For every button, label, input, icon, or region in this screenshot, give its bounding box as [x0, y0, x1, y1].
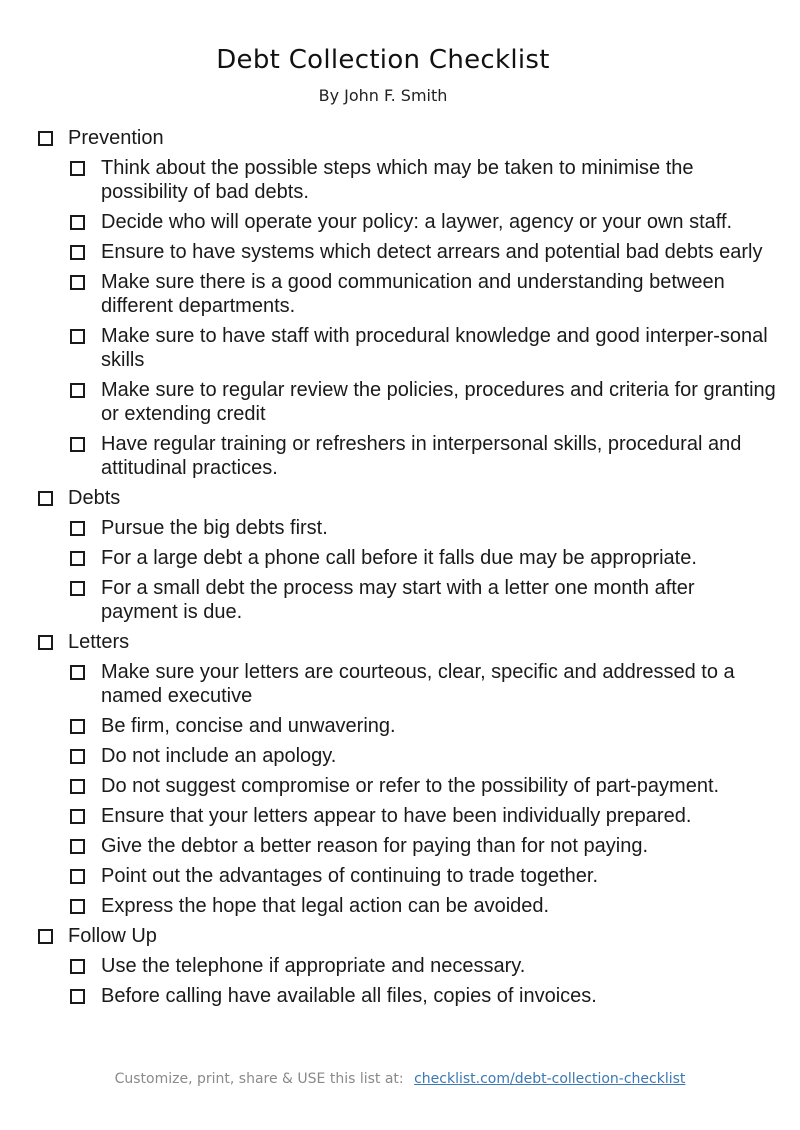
section-prevention	[0, 126, 800, 150]
footer-text: Customize, print, share & USE this list at:	[114, 1071, 404, 1087]
checklist-item	[0, 714, 800, 738]
checklist-item	[0, 984, 800, 1008]
checklist-item	[0, 378, 800, 426]
item-label: Use the telephone if appropriate and necessary.	[101, 955, 526, 977]
item-label: Be firm, concise and unwavering.	[101, 715, 396, 737]
checklist	[0, 126, 800, 1014]
section-checkbox[interactable]	[38, 491, 53, 506]
checklist-item	[0, 546, 800, 570]
item-checkbox[interactable]	[70, 383, 85, 398]
item-checkbox[interactable]	[70, 749, 85, 764]
item-checkbox[interactable]	[70, 329, 85, 344]
item-label: Have regular training or refreshers in interpersonal skills, procedural and attitudinal practices.	[101, 433, 742, 479]
checklist-item	[0, 240, 800, 264]
item-label: Before calling have available all files, copies of invoices.	[101, 985, 597, 1007]
item-checkbox[interactable]	[70, 989, 85, 1004]
item-checkbox[interactable]	[70, 779, 85, 794]
item-checkbox[interactable]	[70, 245, 85, 260]
item-checkbox[interactable]	[70, 215, 85, 230]
section-follow-up	[0, 924, 800, 948]
checklist-item	[0, 516, 800, 540]
item-checkbox[interactable]	[70, 665, 85, 680]
item-checkbox[interactable]	[70, 869, 85, 884]
checklist-item	[0, 774, 800, 798]
item-checkbox[interactable]	[70, 581, 85, 596]
item-checkbox[interactable]	[70, 959, 85, 974]
item-checkbox[interactable]	[70, 521, 85, 536]
section-checkbox[interactable]	[38, 131, 53, 146]
section-checkbox[interactable]	[38, 635, 53, 650]
item-checkbox[interactable]	[70, 839, 85, 854]
item-label: For a large debt a phone call before it falls due may be appropriate.	[101, 547, 697, 569]
item-label: Make sure there is a good communication and understanding between different departments.	[101, 271, 725, 317]
item-checkbox[interactable]	[70, 809, 85, 824]
section-label: Letters	[68, 631, 130, 653]
item-checkbox[interactable]	[70, 719, 85, 734]
item-checkbox[interactable]	[70, 275, 85, 290]
section-label: Follow Up	[68, 925, 157, 947]
section-letters	[0, 630, 800, 654]
checklist-item	[0, 324, 800, 372]
item-label: Make sure your letters are courteous, clear, specific and addressed to a named executive	[101, 661, 735, 707]
checklist-item	[0, 834, 800, 858]
checklist-item	[0, 432, 800, 480]
item-checkbox[interactable]	[70, 161, 85, 176]
page-title: Debt Collection Checklist	[216, 45, 550, 75]
item-label: Think about the possible steps which may be taken to minimise the possibility of bad debts.	[101, 157, 694, 203]
item-label: Express the hope that legal action can be avoided.	[101, 895, 550, 917]
item-label: Ensure that your letters appear to have been individually prepared.	[101, 805, 692, 827]
item-checkbox[interactable]	[70, 899, 85, 914]
item-label: Decide who will operate your policy: a laywer, agency or your own staff.	[101, 211, 733, 233]
checklist-item	[0, 954, 800, 978]
item-label: Make sure to have staff with procedural knowledge and good interper-sonal skills	[101, 325, 768, 371]
item-label: For a small debt the process may start with a letter one month after payment is due.	[101, 577, 695, 623]
checklist-item	[0, 864, 800, 888]
item-label: Ensure to have systems which detect arrears and potential bad debts early	[101, 241, 763, 263]
item-label: Do not suggest compromise or refer to the possibility of part-payment.	[101, 775, 720, 797]
item-checkbox[interactable]	[70, 551, 85, 566]
checklist-item	[0, 744, 800, 768]
section-debts	[0, 486, 800, 510]
item-label: Pursue the big debts first.	[101, 517, 328, 539]
item-checkbox[interactable]	[70, 437, 85, 452]
checklist-item	[0, 894, 800, 918]
author-line: By John F. Smith	[318, 86, 448, 105]
section-label: Debts	[68, 487, 121, 509]
checklist-item	[0, 156, 800, 204]
checklist-item	[0, 660, 800, 708]
section-checkbox[interactable]	[38, 929, 53, 944]
footer-link[interactable]: checklist.com/debt-collection-checklist	[414, 1071, 686, 1087]
checklist-item	[0, 210, 800, 234]
footer	[0, 1071, 800, 1087]
checklist-item	[0, 270, 800, 318]
checklist-item	[0, 576, 800, 624]
item-label: Point out the advantages of continuing to trade together.	[101, 865, 599, 887]
item-label: Make sure to regular review the policies, procedures and criteria for granting or extending credit	[101, 379, 776, 425]
section-label: Prevention	[68, 127, 164, 149]
item-label: Do not include an apology.	[101, 745, 337, 767]
checklist-item	[0, 804, 800, 828]
item-label: Give the debtor a better reason for paying than for not paying.	[101, 835, 649, 857]
